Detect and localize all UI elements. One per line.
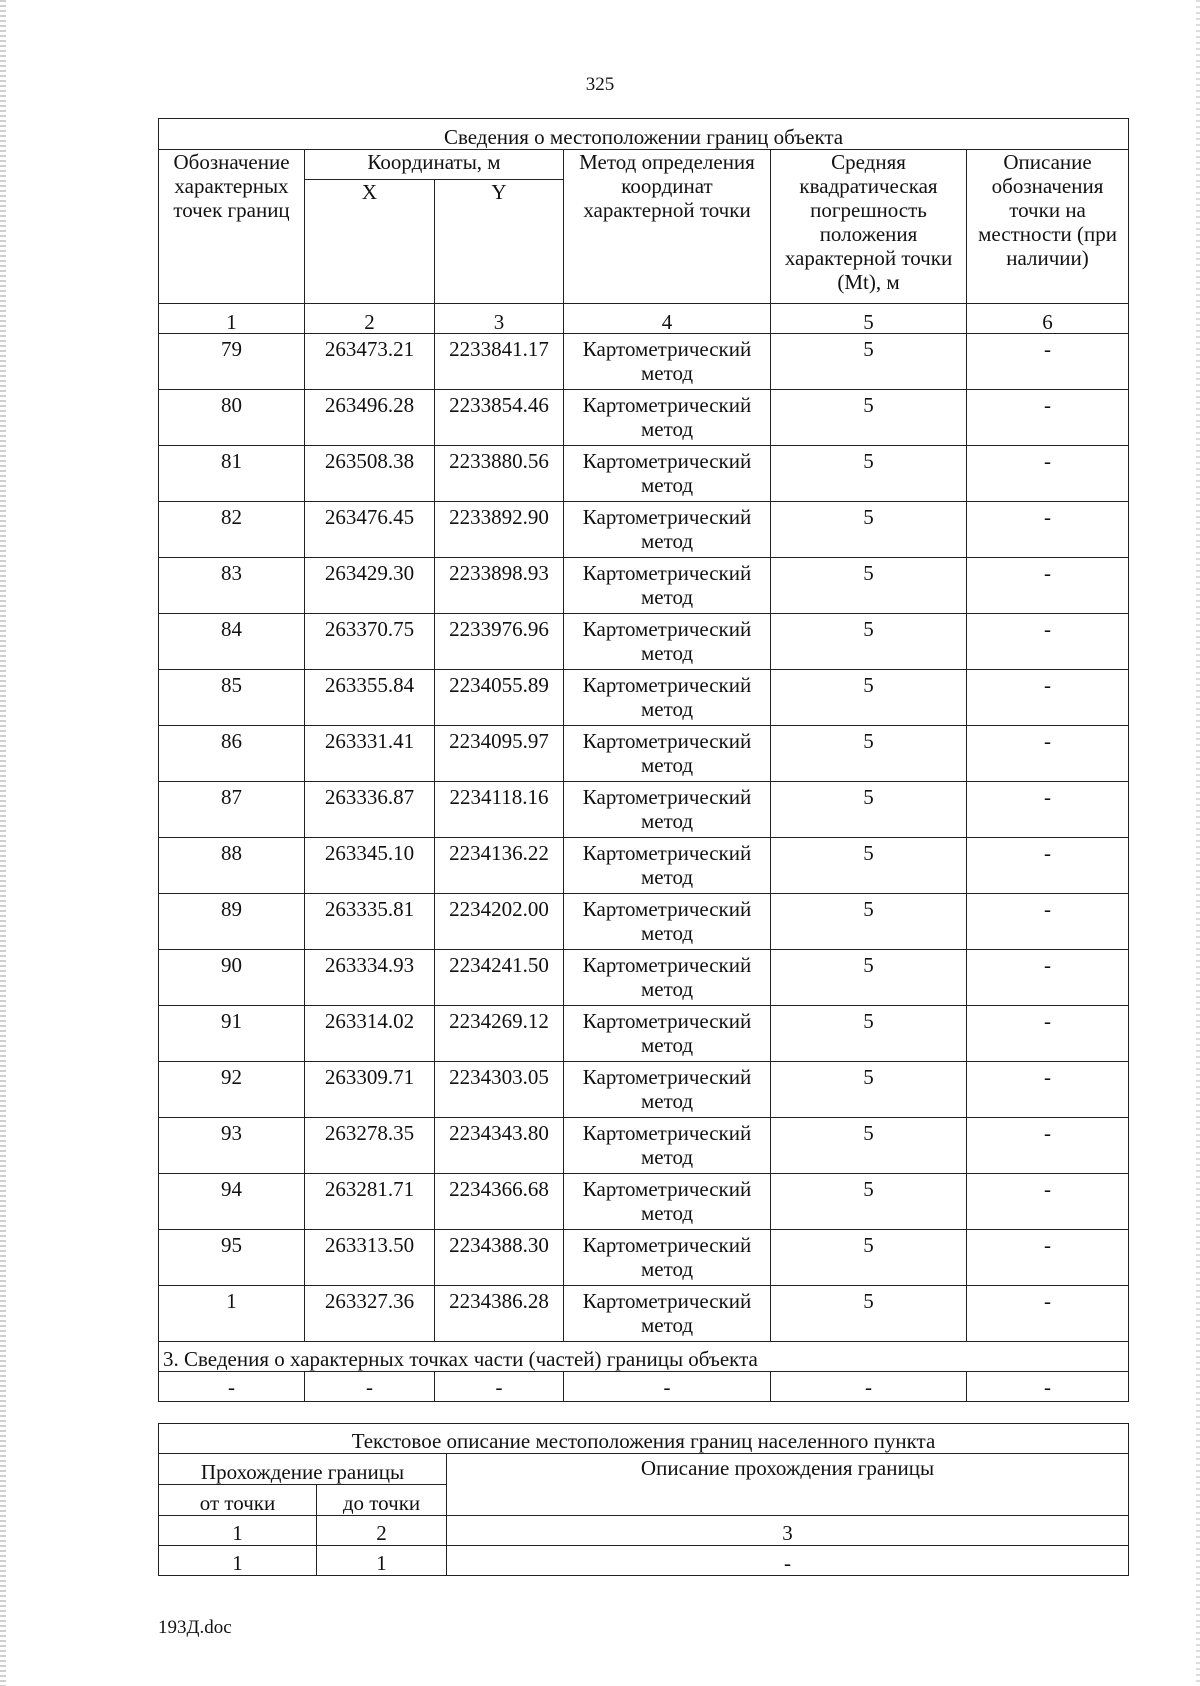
cell-error: 5 <box>771 894 967 950</box>
section-3-title: 3. Сведения о характерных точках части (частей) границы объекта <box>159 1342 1129 1372</box>
cell-method: Картометрический метод <box>564 782 771 838</box>
cell-y: 2234343.80 <box>435 1118 564 1174</box>
cell-y: 2234202.00 <box>435 894 564 950</box>
cell-x: 263313.50 <box>305 1230 435 1286</box>
scan-edge-left <box>0 0 6 1686</box>
header-description: Описание обозначения точки на местности (при наличии) <box>967 150 1129 304</box>
cell-point: 86 <box>159 726 305 782</box>
cell-to-point: 1 <box>317 1546 447 1576</box>
cell-x: 263278.35 <box>305 1118 435 1174</box>
section-3-cell: - <box>967 1372 1129 1402</box>
cell-error: 5 <box>771 446 967 502</box>
cell-description: - <box>967 446 1129 502</box>
table-row <box>159 502 1129 558</box>
table-row <box>159 1174 1129 1230</box>
cell-method: Картометрический метод <box>564 614 771 670</box>
cell-error: 5 <box>771 1174 967 1230</box>
cell-point: 84 <box>159 614 305 670</box>
table-row <box>159 1062 1129 1118</box>
table-row <box>159 334 1129 390</box>
cell-point: 80 <box>159 390 305 446</box>
cell-error: 5 <box>771 502 967 558</box>
cell-x: 263345.10 <box>305 838 435 894</box>
cell-y: 2234055.89 <box>435 670 564 726</box>
cell-point: 79 <box>159 334 305 390</box>
cell-method: Картометрический метод <box>564 1006 771 1062</box>
cell-point: 93 <box>159 1118 305 1174</box>
column-number: 2 <box>317 1516 447 1546</box>
cell-method: Картометрический метод <box>564 670 771 726</box>
cell-method: Картометрический метод <box>564 334 771 390</box>
table-row <box>159 446 1129 502</box>
header-y: Y <box>435 180 564 304</box>
cell-error: 5 <box>771 390 967 446</box>
cell-point: 87 <box>159 782 305 838</box>
cell-error: 5 <box>771 1118 967 1174</box>
cell-point: 90 <box>159 950 305 1006</box>
table-row <box>159 950 1129 1006</box>
cell-error: 5 <box>771 558 967 614</box>
cell-method: Картометрический метод <box>564 1230 771 1286</box>
coordinates-table-title: Сведения о местоположении границ объекта <box>159 119 1129 150</box>
cell-point: 82 <box>159 502 305 558</box>
cell-y: 2234136.22 <box>435 838 564 894</box>
cell-method: Картометрический метод <box>564 838 771 894</box>
cell-x: 263496.28 <box>305 390 435 446</box>
cell-description: - <box>967 726 1129 782</box>
column-number: 5 <box>771 304 967 334</box>
coordinates-table <box>158 118 1129 1402</box>
cell-error: 5 <box>771 726 967 782</box>
cell-from-point: 1 <box>159 1546 317 1576</box>
cell-y: 2234386.28 <box>435 1286 564 1342</box>
cell-point: 81 <box>159 446 305 502</box>
cell-point: 94 <box>159 1174 305 1230</box>
table-row <box>159 558 1129 614</box>
cell-y: 2234118.16 <box>435 782 564 838</box>
cell-y: 2234095.97 <box>435 726 564 782</box>
cell-point: 92 <box>159 1062 305 1118</box>
cell-x: 263508.38 <box>305 446 435 502</box>
cell-description: - <box>967 1062 1129 1118</box>
table-row <box>159 390 1129 446</box>
column-number: 3 <box>435 304 564 334</box>
cell-method: Картометрический метод <box>564 446 771 502</box>
cell-error: 5 <box>771 1286 967 1342</box>
cell-point: 95 <box>159 1230 305 1286</box>
table-row <box>159 670 1129 726</box>
scan-edge-right <box>1196 0 1200 1686</box>
cell-x: 263370.75 <box>305 614 435 670</box>
cell-description: - <box>967 1286 1129 1342</box>
table-row <box>159 1546 1129 1576</box>
header-from-point: от точки <box>159 1485 317 1516</box>
cell-description: - <box>967 1118 1129 1174</box>
header-coordinates: Координаты, м <box>305 150 564 180</box>
cell-method: Картометрический метод <box>564 950 771 1006</box>
section-3-cell: - <box>305 1372 435 1402</box>
column-number: 2 <box>305 304 435 334</box>
table-row <box>159 614 1129 670</box>
cell-method: Картометрический метод <box>564 558 771 614</box>
cell-description: - <box>967 782 1129 838</box>
cell-method: Картометрический метод <box>564 726 771 782</box>
cell-x: 263327.36 <box>305 1286 435 1342</box>
cell-y: 2234303.05 <box>435 1062 564 1118</box>
page-number: 325 <box>585 74 615 95</box>
cell-y: 2234269.12 <box>435 1006 564 1062</box>
cell-x: 263355.84 <box>305 670 435 726</box>
cell-description: - <box>967 334 1129 390</box>
header-error: Средняя квадратическая погрешность положения характерной точки (Mt), м <box>771 150 967 304</box>
boundary-description-table <box>158 1423 1129 1576</box>
header-passage: Прохождение границы <box>159 1454 447 1485</box>
cell-point: 89 <box>159 894 305 950</box>
cell-method: Картометрический метод <box>564 1286 771 1342</box>
cell-point: 1 <box>159 1286 305 1342</box>
column-numbers-row <box>159 304 1129 334</box>
footer-filename: 193Д.doc <box>158 1617 232 1638</box>
cell-description: - <box>967 502 1129 558</box>
cell-error: 5 <box>771 1006 967 1062</box>
cell-error: 5 <box>771 782 967 838</box>
cell-error: 5 <box>771 1062 967 1118</box>
cell-description: - <box>967 390 1129 446</box>
cell-description: - <box>967 894 1129 950</box>
cell-method: Картометрический метод <box>564 1062 771 1118</box>
cell-y: 2233976.96 <box>435 614 564 670</box>
header-method: Метод определения координат характерной точки <box>564 150 771 304</box>
cell-x: 263314.02 <box>305 1006 435 1062</box>
cell-point: 88 <box>159 838 305 894</box>
column-number: 1 <box>159 1516 317 1546</box>
cell-x: 263281.71 <box>305 1174 435 1230</box>
cell-x: 263429.30 <box>305 558 435 614</box>
cell-point: 91 <box>159 1006 305 1062</box>
cell-error: 5 <box>771 334 967 390</box>
cell-description: - <box>967 1230 1129 1286</box>
cell-error: 5 <box>771 670 967 726</box>
cell-y: 2233854.46 <box>435 390 564 446</box>
cell-y: 2233892.90 <box>435 502 564 558</box>
cell-description: - <box>967 838 1129 894</box>
section-3-cell: - <box>564 1372 771 1402</box>
cell-x: 263336.87 <box>305 782 435 838</box>
desc-column-numbers-row <box>159 1516 1129 1546</box>
cell-description: - <box>967 558 1129 614</box>
cell-description: - <box>967 670 1129 726</box>
cell-method: Картометрический метод <box>564 1174 771 1230</box>
cell-point: 85 <box>159 670 305 726</box>
cell-y: 2233841.17 <box>435 334 564 390</box>
table-row <box>159 1118 1129 1174</box>
cell-error: 5 <box>771 838 967 894</box>
cell-description: - <box>967 1174 1129 1230</box>
header-passage-description: Описание прохождения границы <box>447 1454 1129 1516</box>
cell-x: 263476.45 <box>305 502 435 558</box>
header-point-designation: Обозначение характерных точек границ <box>159 150 305 304</box>
cell-passage-description: - <box>447 1546 1129 1576</box>
section-3-cell: - <box>771 1372 967 1402</box>
cell-method: Картометрический метод <box>564 1118 771 1174</box>
table-row <box>159 1286 1129 1342</box>
column-number: 1 <box>159 304 305 334</box>
table-row <box>159 838 1129 894</box>
column-number: 4 <box>564 304 771 334</box>
cell-method: Картометрический метод <box>564 502 771 558</box>
table-row <box>159 1006 1129 1062</box>
cell-description: - <box>967 614 1129 670</box>
table-row <box>159 782 1129 838</box>
cell-x: 263331.41 <box>305 726 435 782</box>
boundary-description-title: Текстовое описание местоположения границ населенного пункта <box>159 1424 1129 1454</box>
cell-x: 263334.93 <box>305 950 435 1006</box>
cell-error: 5 <box>771 614 967 670</box>
header-to-point: до точки <box>317 1485 447 1516</box>
cell-y: 2234388.30 <box>435 1230 564 1286</box>
table-row <box>159 894 1129 950</box>
cell-method: Картометрический метод <box>564 894 771 950</box>
column-number: 3 <box>447 1516 1129 1546</box>
cell-description: - <box>967 950 1129 1006</box>
cell-point: 83 <box>159 558 305 614</box>
cell-x: 263473.21 <box>305 334 435 390</box>
cell-description: - <box>967 1006 1129 1062</box>
table-row <box>159 1230 1129 1286</box>
section-3-data-row <box>159 1372 1129 1402</box>
section-3-cell: - <box>159 1372 305 1402</box>
cell-x: 263309.71 <box>305 1062 435 1118</box>
cell-x: 263335.81 <box>305 894 435 950</box>
cell-method: Картометрический метод <box>564 390 771 446</box>
section-3-cell: - <box>435 1372 564 1402</box>
cell-error: 5 <box>771 1230 967 1286</box>
cell-y: 2234366.68 <box>435 1174 564 1230</box>
cell-error: 5 <box>771 950 967 1006</box>
cell-y: 2233898.93 <box>435 558 564 614</box>
cell-y: 2233880.56 <box>435 446 564 502</box>
cell-y: 2234241.50 <box>435 950 564 1006</box>
header-x: X <box>305 180 435 304</box>
table-row <box>159 726 1129 782</box>
column-number: 6 <box>967 304 1129 334</box>
